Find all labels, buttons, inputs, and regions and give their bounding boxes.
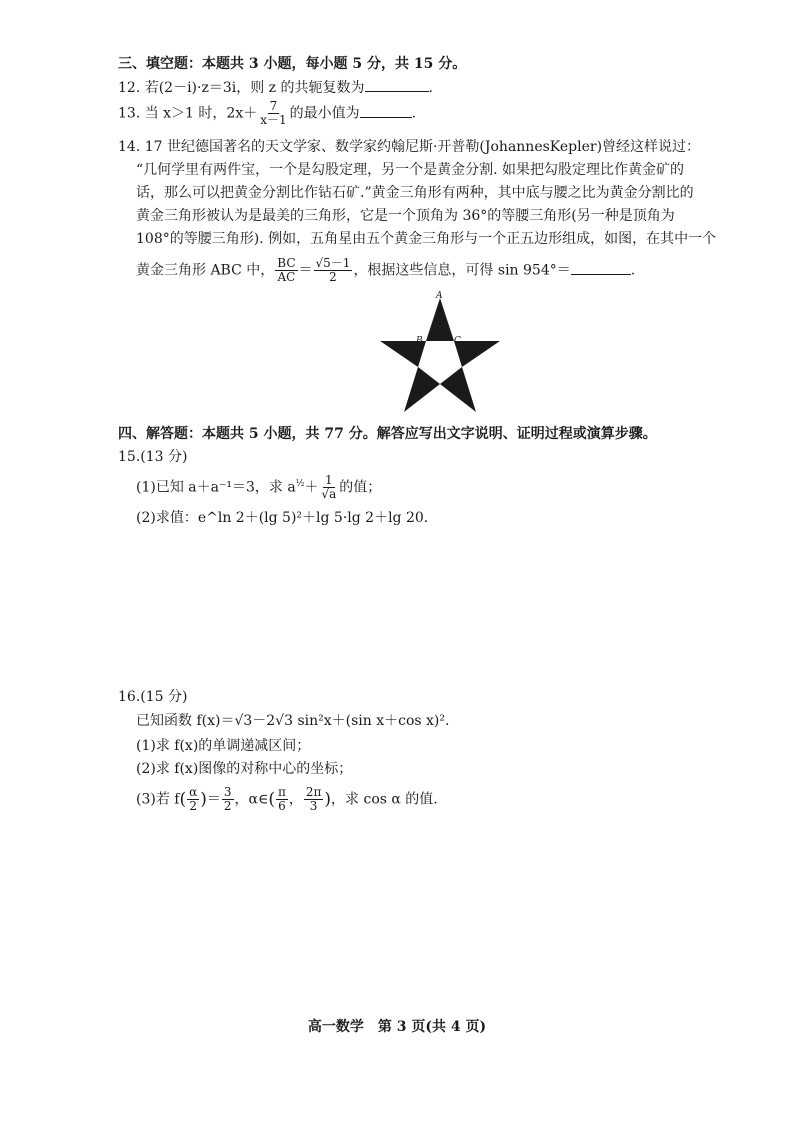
q16-hi-den: 3 xyxy=(309,799,318,813)
q14-answer-blank xyxy=(571,260,631,275)
q15-part1 xyxy=(136,474,381,501)
vertex-label-b: B xyxy=(416,336,423,346)
q14-fraction-bc-ac xyxy=(275,257,297,284)
question-12: 12. 若(2－i)·z＝3i，则 z 的共轭复数为 . xyxy=(118,77,433,98)
q14-frac2-den: 2 xyxy=(329,270,337,284)
q15-title: 15.(13 分) xyxy=(118,449,188,465)
q15-part1-plus: ＋ xyxy=(304,479,319,496)
q15-part1-suffix: 的值； xyxy=(339,479,382,496)
q16-part1: (1)求 f(x)的单调递减区间； xyxy=(136,738,311,754)
q14-line3: 话，那么可以把黄金分割比作钻石矿.”黄金三角形有两种，其中底与腰之比为黄金分割比的 xyxy=(136,185,694,201)
q16-val-den: 2 xyxy=(223,799,232,813)
q14-fraction-golden xyxy=(314,257,353,284)
q16-arg-num: α xyxy=(189,785,198,799)
q14-frac2-num: √5－1 xyxy=(315,256,351,270)
q16-value-fraction xyxy=(222,786,234,813)
q16-part3-suffix: ，求 cos α 的值. xyxy=(331,791,438,808)
section3-heading: 三、填空题：本题共 3 小题，每小题 5 分，共 15 分。 xyxy=(118,56,467,72)
q14-line1: 14. 17 世纪德国著名的天文学家、数学家约翰尼斯·开普勒(JohannesKepler)曾经这样说过： xyxy=(118,139,701,155)
question-13: 13. 当 x＞1 时，2x＋ $\frac{7}{x-1}$ 的最小值为 . xyxy=(118,99,417,127)
q12-answer-blank xyxy=(365,77,429,92)
q16-stem: 已知函数 f(x)＝√3－2√3 sin²x＋(sin x＋cos x)². xyxy=(136,713,450,729)
q14-line5: 108°的等腰三角形). 例如，五角星由五个黄金三角形与一个正五边形组成，如图，在其中一个 xyxy=(136,231,717,247)
q16-part3-prefix: (3)若 f xyxy=(136,791,180,808)
q15-frac-num: 1 xyxy=(325,473,333,488)
q13-prefix: 13. 当 x＞1 时，2x＋ xyxy=(118,105,258,122)
q15-part2: (2)求值：e^ln 2＋(lg 5)²＋lg 5·lg 2＋lg 20. xyxy=(136,510,429,526)
q15-frac-den: √a xyxy=(321,487,337,502)
q14-line2: “几何学里有两件宝，一个是勾股定理，另一个是黄金分割. 如果把勾股定理比作黄金矿的 xyxy=(136,162,685,178)
q14-line4: 黄金三角形被认为是最美的三角形，它是一个顶角为 36°的等腰三角形(另一种是顶角为 xyxy=(136,208,675,224)
q16-part3-in: ，α∈ xyxy=(234,791,269,808)
q15-part1-exponent: ½ xyxy=(295,479,305,489)
vertex-label-c: C xyxy=(454,336,461,346)
q15-part1-prefix: (1)已知 a＋a⁻¹＝3，求 a xyxy=(136,479,296,496)
q16-part3: (3)若 f( $\frac{\alpha}{2}$ )＝ $\frac{3}{2}$ ，α∈( $\frac{\pi}{6}$ ， $\frac{2\pi}{3}$ )，求 cos α 的值. xyxy=(136,785,438,813)
q14-line6-suffix: ，根据这些信息，可得 sin 954°＝ xyxy=(353,262,571,279)
pentagram-figure xyxy=(378,288,502,420)
q16-val-num: 3 xyxy=(223,785,232,799)
q13-frac-num: 7 xyxy=(269,99,278,113)
q16-upper-fraction xyxy=(304,786,324,813)
q16-lo-num: π xyxy=(277,785,286,799)
q14-line6-prefix: 黄金三角形 ABC 中， xyxy=(136,262,275,279)
q13-frac-den: x－1 xyxy=(260,113,287,127)
vertex-label-a: A xyxy=(436,291,443,301)
q14-frac1-num: BC xyxy=(277,256,296,270)
q13-fraction xyxy=(258,100,288,127)
q16-part2: (2)求 f(x)图像的对称中心的坐标； xyxy=(136,761,353,777)
q16-hi-num: 2π xyxy=(305,785,322,799)
q16-part3-equals: ＝ xyxy=(206,791,221,808)
q16-lo-den: 6 xyxy=(278,799,286,813)
page-footer: 高一数学 第 3 页(共 4 页) xyxy=(307,1019,487,1035)
q15-fraction xyxy=(319,474,338,501)
q12-text: 12. 若(2－i)·z＝3i，则 z 的共轭复数为 xyxy=(118,80,365,96)
section4-heading: 四、解答题：本题共 5 小题，共 77 分。解答应写出文字说明、证明过程或演算步骤。 xyxy=(118,426,657,442)
q14-line6: 黄金三角形 ABC 中， $\frac{BC}{AC}$ ＝ $\frac{√5-1}{2}$ ，根据这些信息，可得 sin 954°＝ . xyxy=(136,256,636,284)
q16-arg-fraction xyxy=(187,786,199,813)
q13-answer-blank xyxy=(360,103,412,118)
q14-frac1-den: AC xyxy=(277,270,296,284)
q16-part3-comma: ， xyxy=(288,791,303,808)
q16-title: 16.(15 分) xyxy=(118,689,188,705)
q16-lower-fraction xyxy=(276,786,288,813)
q16-arg-den: 2 xyxy=(189,799,197,813)
q13-suffix: 的最小值为 xyxy=(289,105,360,122)
